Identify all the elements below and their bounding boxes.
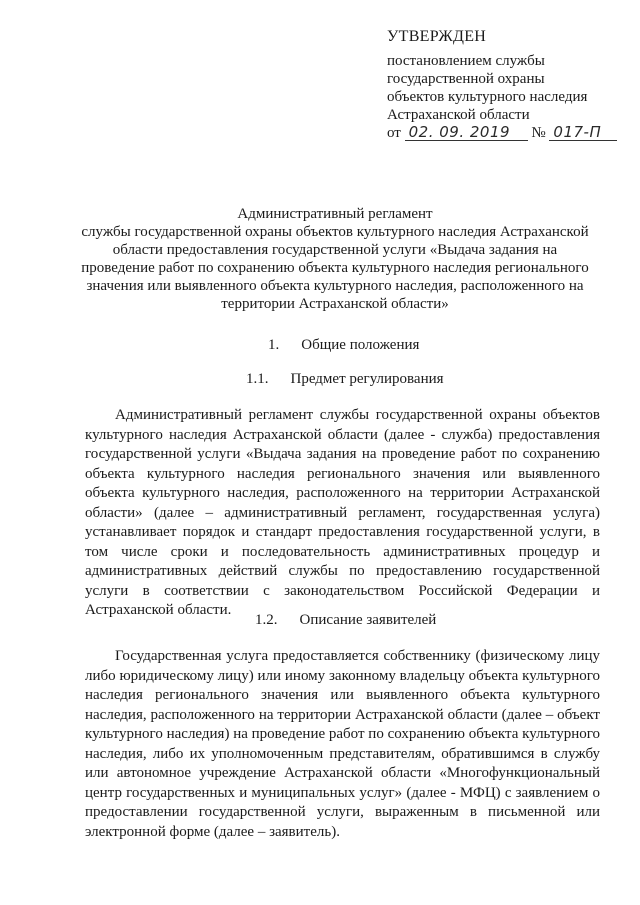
handwritten-number: 017-П xyxy=(549,124,617,141)
section-number: 1.2. xyxy=(255,612,278,628)
section-number: 1.1. xyxy=(246,371,269,387)
title-line: области предоставления государственной услуги «Выдача задания на xyxy=(112,242,558,258)
title-line: значения или выявленного объекта культурного наследия, расположенного на xyxy=(86,278,584,294)
paragraph-1-2: Государственная услуга предоставляется собственнику (физическому лицу либо юридическому лицу) или иному законному владельцу объекта культурного наследия регионального значения или выявленного объекта культурного наследия, расположенного на территории Астраханской области (далее – объект культурного наследия) на проведение работ по сохранению объекта культурного наследия, либо их уполномоченным представителям, обратившимся в службу или автономное учреждение Астраханской области «Многофункциональный центр государственных и муниципальных услуг» (далее - МФЦ) с заявлением о предоставлении государственной услуги, выраженным в письменной или электронной форме (далее – заявитель). xyxy=(85,648,600,840)
approval-line: государственной охраны xyxy=(387,71,545,87)
title-line: территории Астраханской области» xyxy=(221,296,449,312)
date-prefix: от xyxy=(387,125,401,141)
handwritten-date: 02. 09. 2019 xyxy=(405,124,528,141)
section-title: Предмет регулирования xyxy=(290,371,444,387)
section-title: Общие положения xyxy=(301,337,420,353)
approval-line: объектов культурного наследия xyxy=(387,89,588,105)
section-number: 1. xyxy=(268,337,280,353)
approval-line: постановлением службы xyxy=(387,53,545,69)
section-heading-1-1 xyxy=(246,370,444,388)
approval-line: Астраханской области xyxy=(387,107,530,123)
title-line: службы государственной охраны объектов культурного наследия Астраханской xyxy=(81,224,589,240)
paragraph-1-1: Административный регламент службы государственной охраны объектов культурного наследия Астраханской области (далее - служба) предоставления государственной услуги «Выдача задания на проведение работ по сохранению объекта культурного наследия регионального значения или выявленного объекта культурного наследия, расположенного на территории Астраханской области» (далее – административный регламент, государственная услуга) устанавливает порядок и стандарт предоставления государственной услуги, в том числе сроки и последовательность административных процедур и административных действий службы по предоставлению государственной услуги в соответствии с законодательством Российской Федерации и Астраханской области. xyxy=(85,407,600,618)
approval-block xyxy=(387,28,637,142)
title-line: проведение работ по сохранению объекта культурного наследия регионального xyxy=(81,260,589,276)
document-title xyxy=(70,205,600,313)
approval-date-line xyxy=(387,124,637,142)
section-heading-1 xyxy=(268,336,419,354)
section-title: Описание заявителей xyxy=(299,612,437,628)
approval-heading: УТВЕРЖДЕН xyxy=(387,28,487,45)
number-prefix: № xyxy=(531,125,546,141)
title-line: Административный регламент xyxy=(237,206,433,222)
section-heading-1-2 xyxy=(255,611,436,629)
